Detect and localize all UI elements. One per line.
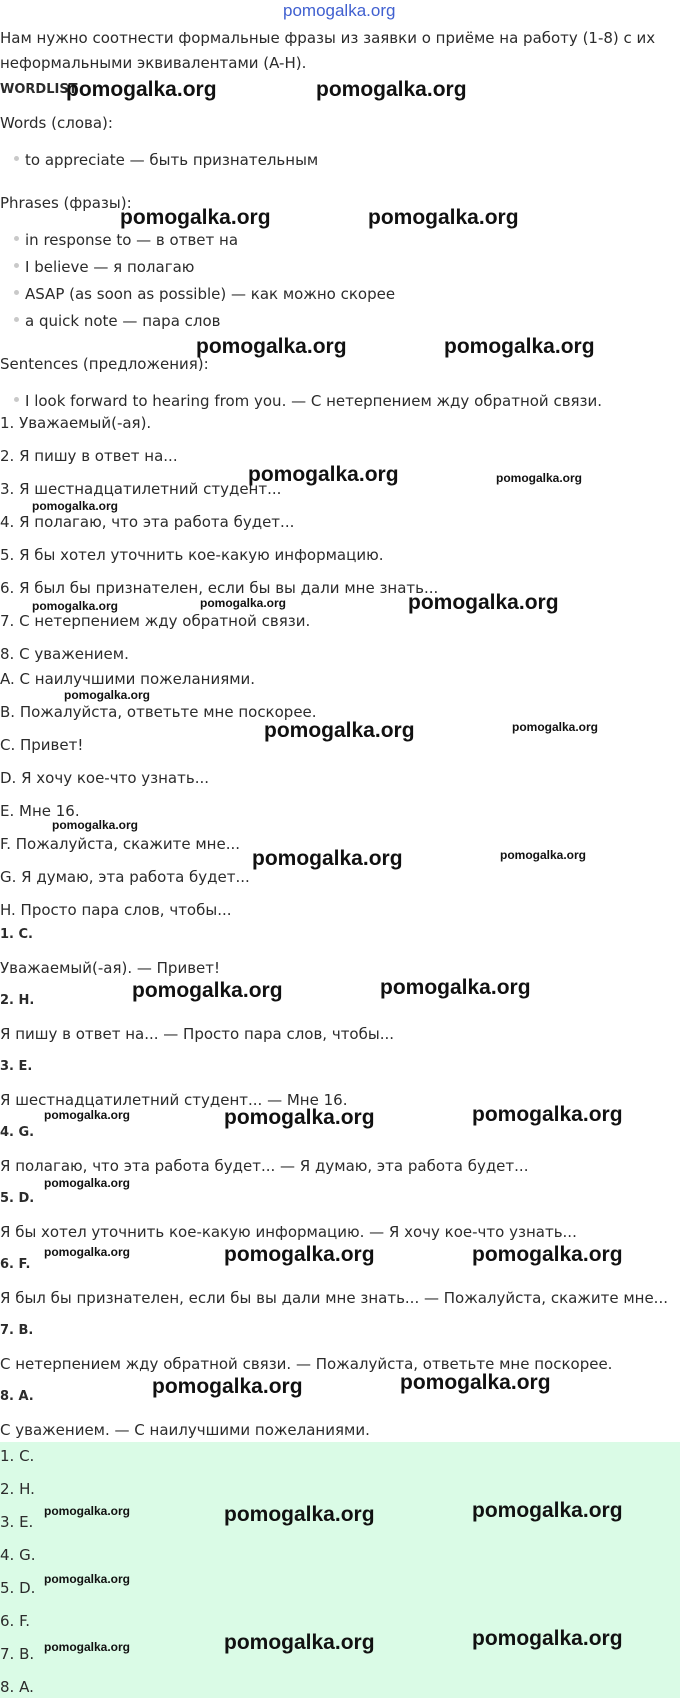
list-item: a quick note — пара слов (14, 311, 221, 331)
match-text: Я пишу в ответ на... — Просто пара слов, чтобы... (0, 1025, 395, 1043)
match-text: Я бы хотел уточнить кое-какую информацию. — Я хочу кое-что узнать... (0, 1223, 577, 1241)
informal-phrase: B. Пожалуйста, ответьте мне поскорее. (0, 703, 317, 721)
formal-phrase: 7. С нетерпением жду обратной связи. (0, 612, 311, 630)
match-label: 4. G. (0, 1125, 35, 1140)
watermark: pomogalka.org (64, 688, 151, 702)
list-item: to appreciate — быть признательным (14, 150, 318, 170)
watermark: pomogalka.org (224, 1243, 375, 1266)
informal-phrase: F. Пожалуйста, скажите мне... (0, 835, 240, 853)
match-text: Я был бы признателен, если бы вы дали мне знать... — Пожалуйста, скажите мне... (0, 1289, 668, 1307)
watermark: pomogalka.org (264, 719, 415, 742)
answer-item: 7. B. (0, 1645, 35, 1663)
watermark: pomogalka.org (472, 1627, 623, 1650)
answer-box (0, 1442, 680, 1698)
bullet-icon (14, 290, 19, 295)
watermark: pomogalka.org (224, 1631, 375, 1654)
formal-phrase: 6. Я был бы признателен, если бы вы дали мне знать... (0, 579, 439, 597)
formal-phrase: 5. Я бы хотел уточнить кое-какую информацию. (0, 546, 384, 564)
match-label: 8. A. (0, 1389, 34, 1404)
watermark: pomogalka.org (252, 847, 403, 870)
sentences-label: Sentences (предложения): (0, 355, 209, 373)
list-item: in response to — в ответ на (14, 230, 238, 250)
watermark: pomogalka.org (380, 976, 531, 999)
informal-phrase: D. Я хочу кое-что узнать... (0, 769, 209, 787)
informal-phrase: G. Я думаю, эта работа будет... (0, 868, 250, 886)
watermark: pomogalka.org (44, 1245, 131, 1259)
match-text: Уважаемый(-ая). — Привет! (0, 959, 221, 977)
match-label: 2. H. (0, 993, 35, 1008)
formal-phrase: 3. Я шестнадцатилетний студент... (0, 480, 282, 498)
wordlist-heading: WORDLIST (0, 82, 78, 97)
watermark: pomogalka.org (248, 463, 399, 486)
answer-item: 2. H. (0, 1480, 35, 1498)
watermark: pomogalka.org (44, 1640, 131, 1654)
watermark: pomogalka.org (500, 848, 587, 862)
watermark: pomogalka.org (224, 1106, 375, 1129)
watermark: pomogalka.org (408, 591, 559, 614)
watermark: pomogalka.org (472, 1103, 623, 1126)
match-label: 7. B. (0, 1323, 34, 1338)
informal-phrase: H. Просто пара слов, чтобы... (0, 901, 232, 919)
watermark: pomogalka.org (200, 596, 287, 610)
phrases-label: Phrases (фразы): (0, 194, 132, 212)
formal-phrase: 2. Я пишу в ответ на... (0, 447, 178, 465)
watermark: pomogalka.org (44, 1108, 131, 1122)
match-label: 3. E. (0, 1059, 33, 1074)
watermark: pomogalka.org (224, 1503, 375, 1526)
bullet-icon (14, 263, 19, 268)
answer-item: 5. D. (0, 1579, 36, 1597)
match-label: 1. C. (0, 927, 33, 942)
match-label: 6. F. (0, 1257, 31, 1272)
intro-line-2: неформальными эквивалентами (A-H). (0, 54, 307, 72)
watermark: pomogalka.org (32, 499, 119, 513)
list-item: I believe — я полагаю (14, 257, 194, 277)
watermark: pomogalka.org (472, 1243, 623, 1266)
watermark: pomogalka.org (132, 979, 283, 1002)
answer-item: 8. A. (0, 1678, 34, 1696)
answer-item: 1. C. (0, 1447, 35, 1465)
informal-phrase: A. С наилучшими пожеланиями. (0, 670, 256, 688)
formal-phrase: 1. Уважаемый(-ая). (0, 414, 152, 432)
watermark: pomogalka.org (496, 471, 583, 485)
bullet-icon (14, 397, 19, 402)
informal-phrase: E. Мне 16. (0, 802, 80, 820)
watermark: pomogalka.org (120, 206, 271, 229)
watermark: pomogalka.org (368, 206, 519, 229)
watermark: pomogalka.org (152, 1375, 303, 1398)
formal-phrase: 4. Я полагаю, что эта работа будет... (0, 513, 295, 531)
watermark: pomogalka.org (52, 818, 139, 832)
bullet-icon (14, 156, 19, 161)
watermark: pomogalka.org (32, 599, 119, 613)
watermark: pomogalka.org (44, 1176, 131, 1190)
match-text: Я шестнадцатилетний студент... — Мне 16. (0, 1091, 348, 1109)
answer-item: 6. F. (0, 1612, 31, 1630)
watermark: pomogalka.org (316, 78, 467, 101)
watermark: pomogalka.org (512, 720, 599, 734)
words-label: Words (слова): (0, 114, 113, 132)
watermark: pomogalka.org (44, 1504, 131, 1518)
answer-item: 4. G. (0, 1546, 36, 1564)
match-text: Я полагаю, что эта работа будет... — Я думаю, эта работа будет... (0, 1157, 529, 1175)
watermark: pomogalka.org (44, 1572, 131, 1586)
list-item: ASAP (as soon as possible) — как можно скорее (14, 284, 395, 304)
formal-phrase: 8. С уважением. (0, 645, 129, 663)
site-title-link[interactable]: pomogalka.org (283, 1, 396, 20)
watermark: pomogalka.org (444, 335, 595, 358)
watermark: pomogalka.org (66, 78, 217, 101)
list-item: I look forward to hearing from you. — С нетерпением жду обратной связи. (14, 391, 602, 411)
bullet-icon (14, 236, 19, 241)
match-label: 5. D. (0, 1191, 35, 1206)
match-text: С нетерпением жду обратной связи. — Пожалуйста, ответьте мне поскорее. (0, 1355, 613, 1373)
intro-line-1: Нам нужно соотнести формальные фразы из заявки о приёме на работу (1-8) с их (0, 29, 656, 47)
watermark: pomogalka.org (472, 1499, 623, 1522)
answer-item: 3. E. (0, 1513, 34, 1531)
watermark: pomogalka.org (196, 335, 347, 358)
informal-phrase: C. Привет! (0, 736, 84, 754)
bullet-icon (14, 317, 19, 322)
match-text: С уважением. — С наилучшими пожеланиями. (0, 1421, 370, 1439)
watermark: pomogalka.org (400, 1371, 551, 1394)
